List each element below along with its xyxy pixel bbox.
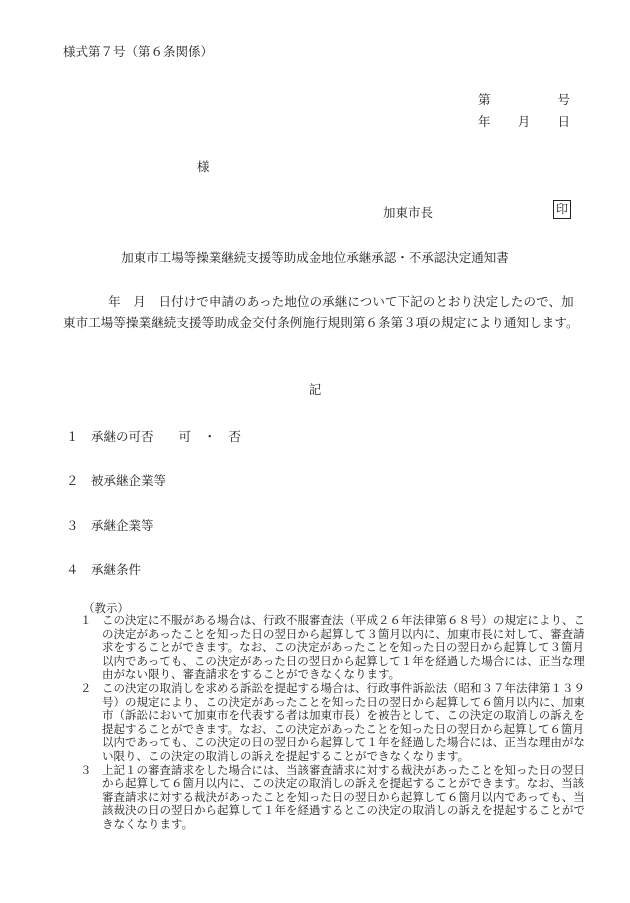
item-predecessor-company: ２ 被承継企業等 [66,473,167,488]
item-succession-conditions: ４ 承継条件 [66,562,142,577]
body-text: 年 月 日付けで申請のあった地位の承継について下記のとおり決定したので、加東市工場等操業継続支援等助成金交付条例施行規則第６条第３項の規定により通知します。 [63,294,579,330]
form-number: 様式第７号（第６条関係） [63,44,214,59]
number-label-suffix: 号 [557,92,570,107]
official-seal-box: 印 [553,200,571,219]
recipient-suffix: 様 [197,159,210,174]
date-month-label: 月 [517,114,531,129]
item-approval: １ 承継の可否 可 ・ 否 [66,429,242,444]
date-year-label: 年 [478,114,491,129]
document-title: 加東市工場等操業継続支援等助成金地位承継承認・不承認決定通知書 [121,250,509,265]
notes-heading: （教示） [83,601,129,615]
number-label-prefix: 第 [478,92,491,107]
document-date-line [478,112,570,130]
sender-name: 加東市長 [383,205,434,220]
document-number-line [478,90,570,108]
note-number: ３ [80,762,92,777]
body-paragraph [63,292,583,333]
note-text: 上記１の審査請求をした場合には、当該審査請求に対する裁決があったことを知った日の翌日から起算して６箇月以内に、この決定の取消しの訴えを提起することができます。なお、当該審査請求に対する裁決があったことを知った日の翌日から起算して６箇月以内であっても、当該裁決の日の翌日から起算して１年を経過するとこの決定の取消しの訴えを提起することができなくなります。 [102,762,585,831]
note-entry [80,614,585,682]
note-number: ２ [80,680,92,695]
date-day-label: 日 [557,114,570,129]
notes-list [80,614,585,832]
ki-heading: 記 [308,382,322,397]
note-text: この決定に不服がある場合は、行政不服審査法（平成２６年法律第６８号）の規定により、この決定があったことを知った日の翌日から起算して３箇月以内に、加東市長に対して、審査請求をすることができます。なお、この決定があったことを知った日の翌日から起算して３箇月以内であっても、この決定があった日の翌日から起算して１年を経過した場合には、正当な理由がない限り、審査請求をすることができなくなります。 [102,613,585,682]
note-entry [80,682,585,764]
note-text: この決定の取消しを求める訴訟を提起する場合は、行政事件訴訟法（昭和３７年法律第１３９号）の規定により、この決定があったことを知った日の翌日から起算して６箇月以内に、加東市（訴訟において加東市を代表する者は加東市長）を被告として、この決定の取消しの訴えを提起することができます。なお、この決定があったことを知った日の翌日から起算して６箇月以内であっても、この決定の日の翌日から起算して１年を経過した場合には、正当な理由がない限り、この決定の取消しの訴えを提起することができなくなります。 [102,680,585,763]
note-entry [80,764,585,832]
item-successor-company: ３ 承継企業等 [66,518,154,533]
note-number: １ [80,613,92,627]
